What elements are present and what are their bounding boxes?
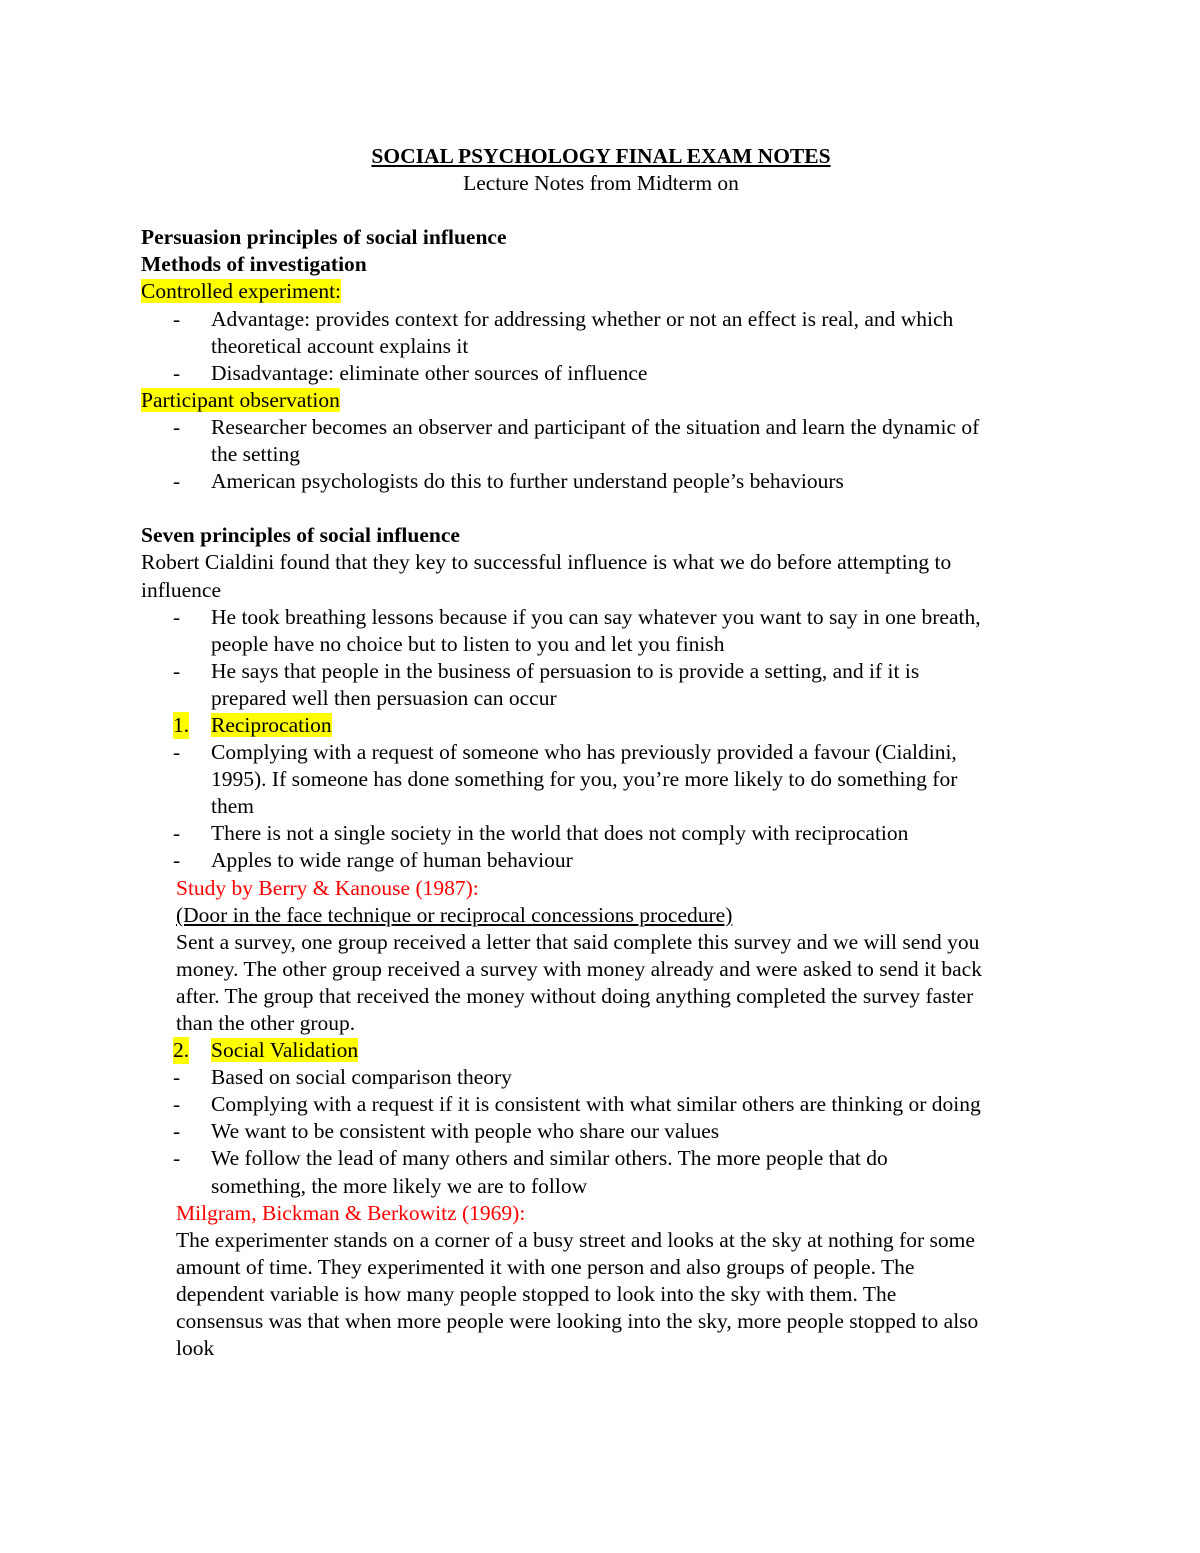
bullet-line: Researcher becomes an observer and participant of the situation and learn the dynamic of [211,414,980,439]
participant-observation-label [141,387,1061,414]
study-citation: Study by Berry & Kanouse (1987): [176,875,479,900]
list-item [141,414,1061,468]
list-item [141,604,1061,658]
bullet-line: people have no choice but to listen to you and let you finish [211,631,725,656]
bullet-line: theoretical account explains it [211,333,469,358]
bullet-marker: - [173,414,181,439]
study-subtitle [141,902,1061,929]
bullet-line: Advantage: provides context for addressing whether or not an effect is real, and which [211,306,954,331]
bullet-marker: - [173,604,181,629]
spacer [141,495,1061,522]
study-paragraph-line: money. The other group received a survey with money already and were asked to send it back [176,956,982,981]
controlled-experiment-label [141,278,1061,305]
document-subtitle: Lecture Notes from Midterm on [463,171,739,196]
numbered-label-line [211,712,1061,739]
study-paragraph-line: look [176,1336,215,1361]
list-item [141,658,1061,712]
bullet-line: He took breathing lessons because if you can say whatever you want to say in one breath, [211,604,981,629]
bullet-line: Apples to wide range of human behaviour [211,848,573,873]
bullet-line: We want to be consistent with people who share our values [211,1119,720,1144]
bullet-marker: - [173,1065,181,1090]
list-item [141,847,1061,874]
study-paragraph-line: amount of time. They experimented it with one person and also groups of people. The [176,1254,915,1279]
numbered-label-line [211,1037,1061,1064]
bullet-line: American psychologists do this to further understand people’s behaviours [211,469,844,494]
bullet-line: them [211,794,254,819]
bullet-line: 1995). If someone has done something for you, you’re more likely to do something for [211,767,958,792]
numbered-item-reciprocation [141,712,1061,739]
list-item [141,739,1061,820]
bullet-marker: - [173,1146,181,1171]
bullet-marker: - [173,821,181,846]
bullet-line: Based on social comparison theory [211,1065,512,1090]
bullet-line: He says that people in the business of persuasion to is provide a setting, and if it is [211,658,920,683]
study-paragraph-line: The experimenter stands on a corner of a busy street and looks at the sky at nothing for some [176,1227,975,1252]
study-paragraph-line: after. The group that received the money without doing anything completed the survey faster [176,983,974,1008]
study-paragraph-line: than the other group. [176,1011,356,1035]
highlighted-text: Social Validation [211,1038,359,1063]
list-item [141,1064,1061,1091]
bullet-marker: - [173,658,181,683]
bullet-marker: - [173,1119,181,1144]
study-paragraph-line: dependent variable is how many people stopped to look into the sky with them. The [176,1281,897,1306]
underlined-text: (Door in the face technique or reciprocal concessions procedure) [176,902,733,927]
bullet-marker: - [173,360,181,385]
bullet-line: There is not a single society in the world that does not comply with reciprocation [211,821,909,846]
numbered-item-social-validation [141,1037,1061,1064]
bullet-line: Complying with a request of someone who has previously provided a favour (Cialdini, [211,740,957,765]
list-item [141,360,1061,387]
bullet-line: Disadvantage: eliminate other sources of influence [211,360,648,385]
bullet-line: Complying with a request if it is consistent with what similar others are thinking or doing [211,1092,981,1117]
list-item [141,820,1061,847]
bullet-marker: - [173,848,181,873]
list-item [141,1091,1061,1118]
bullet-line: We follow the lead of many others and similar others. The more people that do [211,1146,888,1171]
intro-line: Robert Cialdini found that they key to successful influence is what we do before attempting to [141,550,952,575]
highlighted-text: Participant observation [141,387,340,412]
section-heading-seven-principles: Seven principles of social influence [141,523,460,548]
bullet-marker: - [173,1092,181,1117]
intro-line: influence [141,577,221,602]
bullet-marker: - [173,469,181,494]
bullet-marker: - [173,740,181,765]
list-item [141,1118,1061,1145]
list-item [141,468,1061,495]
bullet-line: the setting [211,442,300,467]
section-heading-methods: Methods of investigation [141,252,367,277]
item-number: 2. [173,1037,189,1064]
document-title: SOCIAL PSYCHOLOGY FINAL EXAM NOTES [371,144,831,168]
study-paragraph-line: Sent a survey, one group received a letter that said complete this survey and we will send you [176,929,980,954]
bullet-marker: - [173,306,181,331]
study-citation: Milgram, Bickman & Berkowitz (1969): [176,1200,526,1225]
document-body [141,143,1061,1362]
bullet-line: something, the more likely we are to follow [211,1173,588,1198]
highlighted-text: Reciprocation [211,712,332,737]
study-paragraph-line: consensus was that when more people were looking into the sky, more people stopped to also [176,1309,979,1334]
spacer [141,197,1061,224]
bullet-line: prepared well then persuasion can occur [211,685,557,710]
highlighted-text: Controlled experiment: [141,279,342,304]
section-heading-persuasion: Persuasion principles of social influence [141,225,507,250]
list-item [141,1145,1061,1199]
list-item [141,306,1061,360]
item-number: 1. [173,712,189,739]
